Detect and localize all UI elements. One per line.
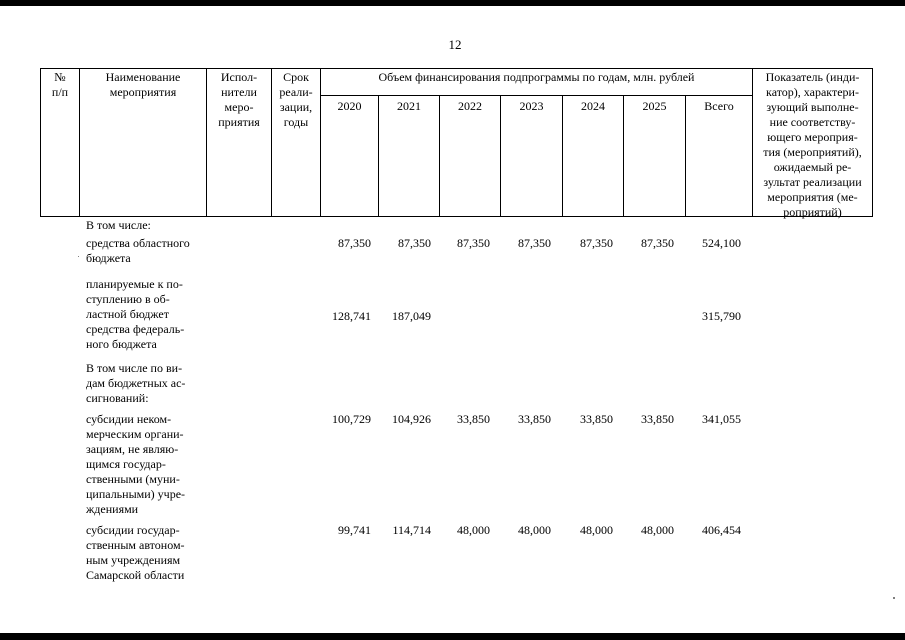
scan-speck: [78, 256, 79, 257]
header-year-2020: 2020: [337, 99, 362, 113]
row1-2022: 87,350: [457, 236, 490, 250]
bottom-border: [0, 633, 905, 640]
row1-2023: 87,350: [518, 236, 551, 250]
row-label: планируемые к по- ступлению в об- ластной бюджет средства федераль- ного бюджета: [86, 277, 185, 351]
header-year-total: Всего: [704, 99, 734, 113]
scan-speck: [893, 597, 895, 599]
header-bottom-line: [40, 216, 873, 217]
row4-2024: 33,850: [580, 412, 613, 426]
row-label: В том числе:: [86, 218, 151, 232]
page-number: 12: [448, 37, 462, 52]
top-border: [0, 0, 905, 6]
header-top-line: [40, 68, 873, 69]
row1-2020: 87,350: [338, 236, 371, 250]
row1-2025: 87,350: [641, 236, 674, 250]
row4-2020: 100,729: [332, 412, 371, 426]
header-term: Срок реали- зации, годы: [279, 70, 313, 129]
row4-2023: 33,850: [518, 412, 551, 426]
row1-2024: 87,350: [580, 236, 613, 250]
header-year-2024: 2024: [581, 99, 605, 113]
header-no: № п/п: [51, 70, 69, 99]
row1-total: 524,100: [702, 236, 741, 250]
row5-2025: 48,000: [641, 523, 674, 537]
row5-2023: 48,000: [518, 523, 551, 537]
row5-2020: 99,741: [338, 523, 371, 537]
header-year-2023: 2023: [519, 99, 544, 113]
header-funding-title: Объем финансирования подпрограммы по годам, млн. рублей: [378, 70, 695, 84]
row-label: средства областного бюджета: [86, 236, 190, 265]
header-name: Наименование мероприятия: [105, 70, 181, 99]
header-year-2022: 2022: [458, 99, 482, 113]
header-indicator: Показатель (инди- катор), характери- зующий выполне- ние соответству- ющего мероприя- тия (мероприятий), ожидаемый ре- зультат реализации мероприятия (ме- роприятий): [763, 70, 862, 219]
row4-2021: 104,926: [392, 412, 431, 426]
row4-2022: 33,850: [457, 412, 490, 426]
row2-2020: 128,741: [332, 309, 371, 323]
header-executors: Испол- нители меро- приятия: [218, 70, 260, 129]
row4-total: 341,055: [702, 412, 741, 426]
row5-2024: 48,000: [580, 523, 613, 537]
row-label: субсидии государ- ственным автоном- ным учреждениям Самарской области: [86, 523, 185, 582]
row-label: субсидии неком- мерческим органи- зациям, не являю- щимся государ- ственными (муни- ципальными) учре- ждениями: [86, 412, 186, 516]
row2-total: 315,790: [702, 309, 741, 323]
header-year-2021: 2021: [397, 99, 421, 113]
row1-2021: 87,350: [398, 236, 431, 250]
header-mid-line: [320, 95, 752, 96]
row-label: В том числе по ви- дам бюджетных ас- сигнований:: [86, 361, 186, 405]
row4-2025: 33,850: [641, 412, 674, 426]
row5-2022: 48,000: [457, 523, 490, 537]
header-year-2025: 2025: [642, 99, 667, 113]
row5-2021: 114,714: [392, 523, 431, 537]
row5-total: 406,454: [702, 523, 741, 537]
row2-2021: 187,049: [392, 309, 431, 323]
